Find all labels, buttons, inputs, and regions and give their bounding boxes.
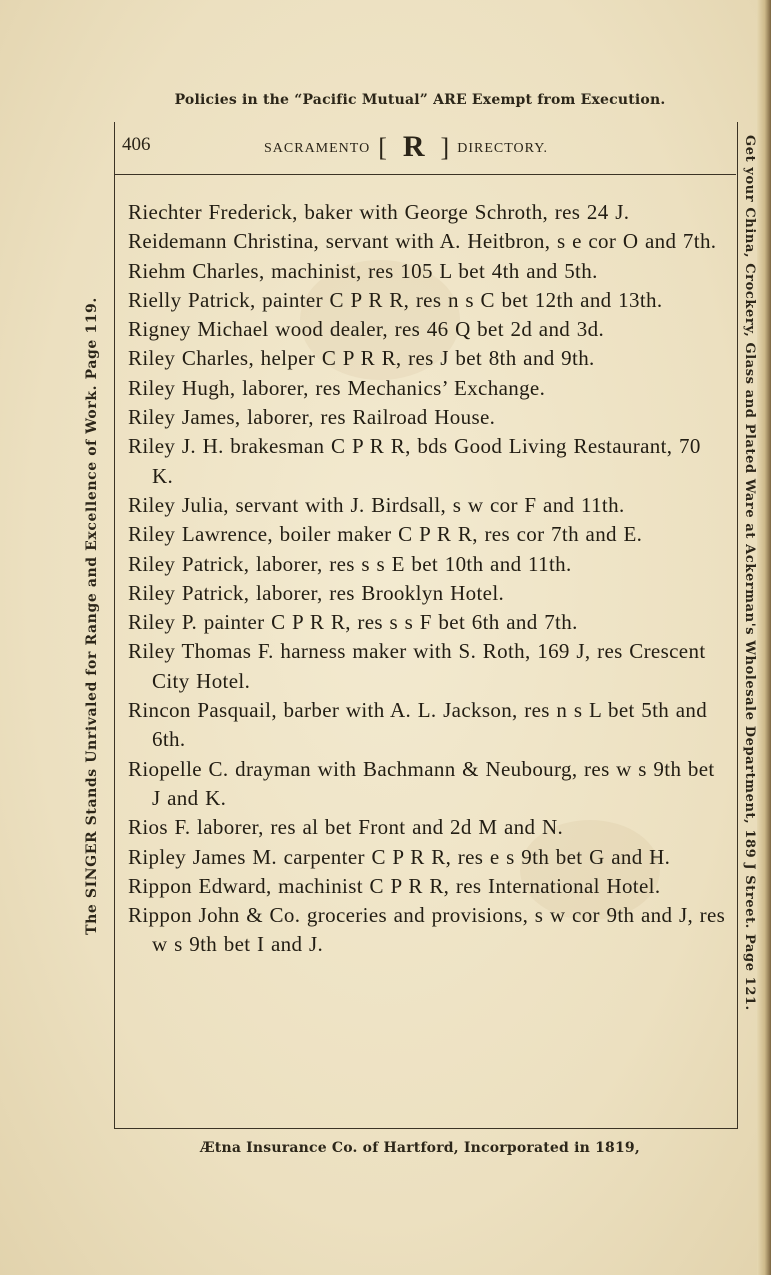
directory-entry: Riley P. painter C P R R, res s s F bet 6th and 7th. xyxy=(128,610,578,635)
directory-entry: Riley Thomas F. harness maker with S. Roth, 169 J, res Crescent City Hotel. xyxy=(128,639,706,693)
directory-entry: Riley Julia, servant with J. Birdsall, s w cor F and 11th. xyxy=(128,492,625,517)
running-head xyxy=(264,130,634,164)
directory-entry: Riley Charles, helper C P R R, res J bet 8th and 9th. xyxy=(128,346,595,371)
left-margin-advertisement: The SINGER Stands Unrivaled for Range and Excellence of Work. Page 119. xyxy=(84,297,100,935)
directory-entry: Riley J. H. brakesman C P R R, bds Good Living Restaurant, 70 K. xyxy=(128,434,701,488)
directory-entry: Riley Patrick, laborer, res s s E bet 10th and 11th. xyxy=(128,551,572,576)
directory-entry: Riopelle C. drayman with Bachmann & Neubourg, res w s 9th bet J and K. xyxy=(128,756,715,810)
directory-entry: Riechter Frederick, baker with George Schroth, res 24 J. xyxy=(128,200,630,224)
header-rule xyxy=(114,174,736,175)
directory-entry: Reidemann Christina, servant with A. Heitbron, s e cor O and 7th. xyxy=(128,229,717,254)
bottom-advertisement: Ætna Insurance Co. of Hartford, Incorporated in 1819, xyxy=(200,1140,640,1156)
directory-entry: Riley James, laborer, res Railroad House. xyxy=(128,405,496,430)
directory-entry: Riley Lawrence, boiler maker C P R R, res cor 7th and E. xyxy=(128,522,643,547)
directory-entry: Riley Patrick, laborer, res Brooklyn Hotel. xyxy=(128,580,505,605)
top-advertisement: Policies in the “Pacific Mutual” ARE Exempt from Execution. xyxy=(174,92,666,108)
running-head-letter: R xyxy=(402,130,425,163)
directory-entry: Rippon Edward, machinist C P R R, res International Hotel. xyxy=(128,873,661,898)
right-margin-advertisement: Get your China, Crockery, Glass and Plated Ware at Ackerman's Wholesale Department, 189 J Street. Page 121. xyxy=(742,135,757,1011)
directory-entry: Rippon John & Co. groceries and provisions, s w cor 9th and J, res w s 9th bet I and J. xyxy=(128,903,726,957)
directory-entries xyxy=(128,198,728,960)
running-head-close-bracket: ] xyxy=(440,133,450,162)
page-number: 406 xyxy=(122,134,151,155)
running-head-directory: DIRECTORY. xyxy=(457,141,548,156)
directory-entry: Rios F. laborer, res al bet Front and 2d M and N. xyxy=(128,815,564,840)
directory-entry: Rielly Patrick, painter C P R R, res n s C bet 12th and 13th. xyxy=(128,287,663,312)
directory-entry: Rincon Pasquail, barber with A. L. Jackson, res n s L bet 5th and 6th. xyxy=(128,698,708,752)
running-head-city: SACRAMENTO xyxy=(264,141,371,156)
directory-entry: Rigney Michael wood dealer, res 46 Q bet 2d and 3d. xyxy=(128,317,605,342)
page-edge xyxy=(757,0,771,1275)
page-header xyxy=(114,128,736,168)
directory-entry: Riehm Charles, machinist, res 105 L bet 4th and 5th. xyxy=(128,258,598,283)
running-head-open-bracket: [ xyxy=(378,133,387,162)
directory-entry: Riley Hugh, laborer, res Mechanics’ Exchange. xyxy=(128,375,546,400)
directory-entry: Ripley James M. carpenter C P R R, res e s 9th bet G and H. xyxy=(128,844,671,869)
